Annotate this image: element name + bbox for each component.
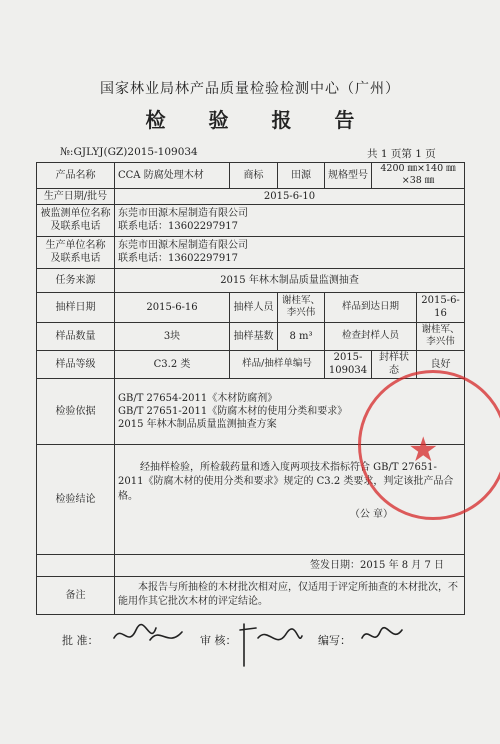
base-label: 抽样基数 xyxy=(230,322,278,350)
compiler-signature-icon xyxy=(358,620,408,650)
table-row xyxy=(37,268,465,292)
basis-label: 检验依据 xyxy=(37,378,115,444)
producer: 东莞市田源木屋制造有限公司 联系电话：13602297917 xyxy=(115,236,465,268)
table-row xyxy=(37,350,465,378)
conclusion-label: 检验结论 xyxy=(37,444,115,554)
page-count: 共 1 页第 1 页 xyxy=(367,148,436,160)
table-row xyxy=(37,292,465,322)
qty-label: 样品数量 xyxy=(37,322,115,350)
approve-label: 批 准： xyxy=(62,634,99,647)
spec-label: 规格型号 xyxy=(325,163,372,189)
qty: 3块 xyxy=(115,322,230,350)
sampler-label: 抽样人员 xyxy=(230,292,278,322)
report-number: №:GJLYJ(GZ)2015-109034 xyxy=(60,146,198,158)
product-name-label: 产品名称 xyxy=(37,163,115,189)
task-source-label: 任务来源 xyxy=(37,268,115,292)
seal-checker-label: 检查封样人员 xyxy=(325,322,417,350)
sample-no: 2015-109034 xyxy=(325,350,372,378)
arrival-date: 2015-6-16 xyxy=(417,292,465,322)
issue-date-row xyxy=(115,554,465,576)
reviewer-signature-icon xyxy=(236,616,306,672)
trademark-label: 商标 xyxy=(230,163,278,189)
grade: C3.2 类 xyxy=(115,350,230,378)
grade-label: 样品等级 xyxy=(37,350,115,378)
table-row xyxy=(37,322,465,350)
table-row xyxy=(37,204,465,236)
issue-date: 2015 年 8 月 7 日 xyxy=(359,559,445,571)
seal-checker: 谢桂军、李兴伟 xyxy=(417,322,465,350)
base: 8 m³ xyxy=(278,322,325,350)
seal-status-label: 封样状态 xyxy=(372,350,417,378)
remark-label: 备注 xyxy=(37,576,115,614)
spec: 4200 ㎜×140 ㎜×38 ㎜ xyxy=(372,163,465,189)
table-row xyxy=(37,554,465,576)
sample-date: 2015-6-16 xyxy=(115,292,230,322)
basis: GB/T 27654-2011《木材防腐剂》 GB/T 27651-2011《防腐木材的使用分类和要求》 2015 年林木制品质量监测抽查方案 xyxy=(115,378,465,444)
organization-name: 国家林业局林产品质量检验检测中心（广州） xyxy=(100,81,400,97)
task-source: 2015 年林木制品质量监测抽查 xyxy=(115,268,465,292)
seal-mark: （公 章） xyxy=(349,509,394,521)
approver-signature-icon xyxy=(110,618,190,654)
arrival-date-label: 样品到达日期 xyxy=(325,292,417,322)
stamp-star-icon: ★ xyxy=(408,430,439,470)
sample-no-label: 样品/抽样单编号 xyxy=(230,350,325,378)
table-row xyxy=(37,188,465,204)
inspected-unit-label: 被监测单位名称 及联系电话 xyxy=(37,204,115,236)
product-name: CCA 防腐处理木材 xyxy=(115,163,230,189)
table-row xyxy=(37,163,465,189)
inspected-unit: 东莞市田源木屋制造有限公司 联系电话：13602297917 xyxy=(115,204,465,236)
sample-date-label: 抽样日期 xyxy=(37,292,115,322)
prod-date-label: 生产日期/批号 xyxy=(37,188,115,204)
trademark: 田源 xyxy=(278,163,325,189)
issue-date-label: 签发日期： xyxy=(309,559,360,571)
table-row xyxy=(37,236,465,268)
seal-status: 良好 xyxy=(417,350,465,378)
remark: 本报告与所抽检的木材批次相对应，仅适用于评定所抽查的木材批次，不能用作其它批次木材的评定结论。 xyxy=(115,576,465,614)
review-label: 审 核： xyxy=(200,634,237,647)
conclusion-text: 经抽样检验，所检载药量和透入度两项技术指标符合 GB/T 27651-2011《防腐木材的使用分类和要求》规定的 C3.2 类要求，判定该批产品合格。 xyxy=(118,461,454,502)
report-title: 检 验 报 告 xyxy=(145,108,373,132)
sampler: 谢桂军、李兴伟 xyxy=(278,292,325,322)
compile-label: 编写： xyxy=(318,634,351,647)
producer-label: 生产单位名称 及联系电话 xyxy=(37,236,115,268)
table-row xyxy=(37,576,465,614)
prod-date: 2015-6-10 xyxy=(115,188,465,204)
